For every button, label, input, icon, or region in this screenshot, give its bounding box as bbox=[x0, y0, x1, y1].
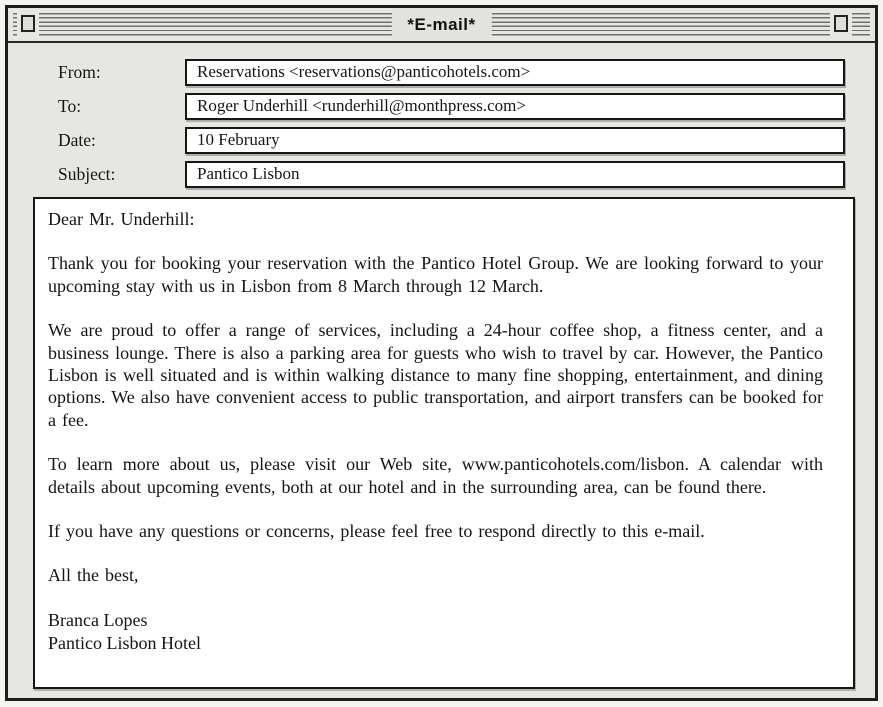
field-row-to bbox=[58, 93, 875, 120]
to-input[interactable] bbox=[185, 93, 845, 120]
body-paragraph: If you have any questions or concerns, please feel free to respond directly to this e-mail. bbox=[48, 521, 705, 542]
closing: All the best, bbox=[48, 565, 139, 586]
body-paragraph: To learn more about us, please visit our Web site, www.panticohotels.com/lisbon. A calendar with details about upcoming events, both at our hotel and in the surrounding area, can be found there. bbox=[48, 454, 823, 497]
window-title: *E-mail* bbox=[391, 8, 491, 41]
resize-box-icon[interactable] bbox=[834, 15, 848, 32]
email-header bbox=[8, 43, 875, 188]
email-window bbox=[5, 5, 878, 701]
salutation: Dear Mr. Underhill: bbox=[48, 209, 195, 229]
to-label: To: bbox=[58, 96, 82, 116]
subject-input[interactable] bbox=[185, 161, 845, 188]
close-box-icon[interactable] bbox=[21, 15, 35, 32]
body-paragraph: We are proud to offer a range of services, including a 24-hour coffee shop, a fitness center, and a business lounge. There is also a parking area for guests who wish to travel by car. However, the Pantico Lisbon is well situated and is within walking distance to many fine shopping, entertainment, and dining options. We also have convenient access to public transportation, and airport transfers can be booked for a fee. bbox=[48, 320, 823, 430]
date-label: Date: bbox=[58, 130, 96, 150]
from-input[interactable] bbox=[185, 59, 845, 86]
signature-name: Branca Lopes bbox=[48, 609, 148, 630]
field-row-from bbox=[58, 59, 875, 86]
field-row-subject bbox=[58, 161, 875, 188]
body-paragraph: Thank you for booking your reservation with the Pantico Hotel Group. We are looking forward to your upcoming stay with us in Lisbon from 8 March through 12 March. bbox=[48, 253, 823, 296]
signature-company: Pantico Lisbon Hotel bbox=[48, 632, 201, 653]
window-titlebar[interactable] bbox=[8, 8, 875, 43]
subject-label: Subject: bbox=[58, 164, 116, 184]
field-row-date bbox=[58, 127, 875, 154]
date-input[interactable] bbox=[185, 127, 845, 154]
from-label: From: bbox=[58, 62, 101, 82]
email-body[interactable] bbox=[33, 197, 855, 689]
